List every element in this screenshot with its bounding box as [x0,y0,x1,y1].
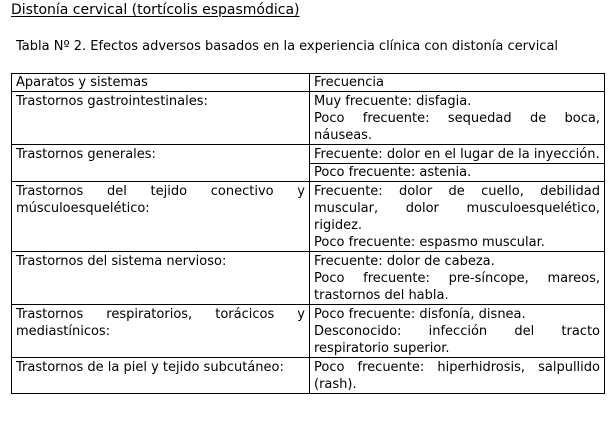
frequency-entry: Frecuente: dolor de cuello, debilidad muscular, dolor musculoesquelético, rigidez. [314,184,600,233]
system-cell: Trastornos del tejido conectivo y músculoesquelético: [12,182,310,252]
frequency-entry: Poco frecuente: pre-síncope, mareos, trastornos del habla. [314,271,600,303]
table-caption: Tabla Nº 2. Efectos adversos basados en la experiencia clínica con distonía cervical [16,39,559,54]
system-cell: Trastornos de la piel y tejido subcutáneo: [12,358,310,394]
table-row [12,92,605,145]
frequency-entry: Poco frecuente: espasmo muscular. [314,235,545,250]
frequency-cell [310,145,605,182]
frequency-entry: Frecuente: dolor en el lugar de la inyección. [314,147,600,162]
frequency-cell [310,305,605,358]
frequency-entry: Poco frecuente: hiperhidrosis, salpullido (rash). [314,360,600,392]
frequency-entry: Muy frecuente: disfagia. [314,94,472,109]
header-systems: Aparatos y sistemas [12,74,310,92]
table-row [12,145,605,182]
frequency-entry: Desconocido: infección del tracto respiratorio superior. [314,324,600,356]
header-frequency: Frecuencia [310,74,605,92]
table-header-row [12,74,605,92]
system-cell: Trastornos respiratorios, torácicos y mediastínicos: [12,305,310,358]
frequency-cell [310,252,605,305]
table-row [12,252,605,305]
system-cell: Trastornos del sistema nervioso: [12,252,310,305]
frequency-cell [310,358,605,394]
adverse-effects-table [11,73,605,394]
frequency-cell [310,92,605,145]
frequency-entry: Poco frecuente: sequedad de boca, náuseas. [314,111,600,143]
frequency-entry: Frecuente: dolor de cabeza. [314,254,495,269]
frequency-entry: Poco frecuente: disfonía, disnea. [314,307,526,322]
table-row [12,182,605,252]
table-row [12,358,605,394]
system-cell: Trastornos generales: [12,145,310,182]
system-cell: Trastornos gastrointestinales: [12,92,310,145]
table-row [12,305,605,358]
document-heading: Distonía cervical (tortícolis espasmódica) [11,2,300,18]
frequency-entry: Poco frecuente: astenia. [310,163,604,181]
frequency-cell [310,182,605,252]
